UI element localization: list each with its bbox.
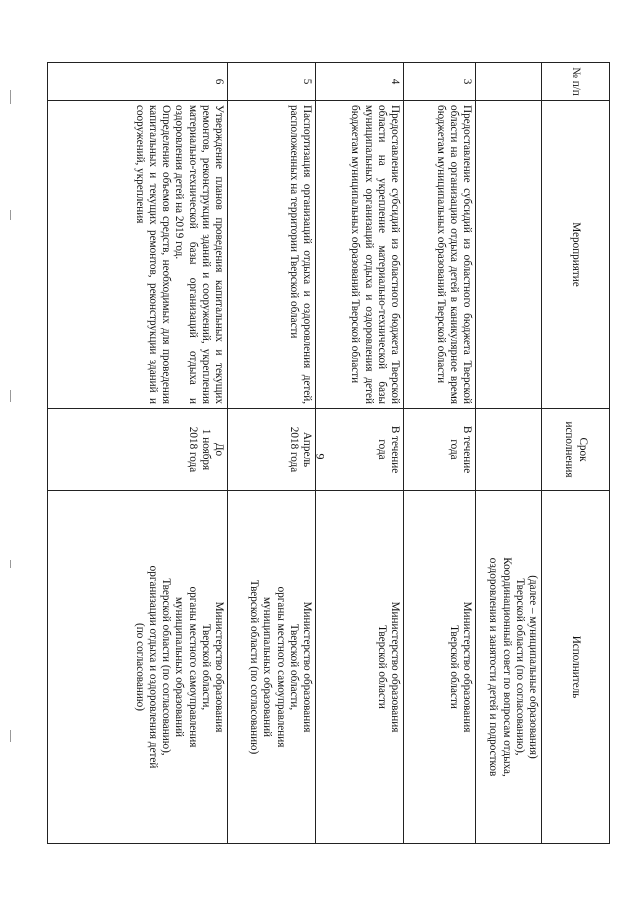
- executor-line: Министерство образования: [389, 601, 401, 733]
- event-paragraph: Предоставление субсидий из областного бюджета Тверской области на укрепление материально-технической базы муниципальных организаций отдыха и оздоровления детей бюджетам муниципальных образований Тверской области: [349, 105, 401, 404]
- executor-cell: [48, 491, 228, 844]
- page-number: 9: [313, 453, 328, 460]
- executor-line: Тверской области (по согласованию),: [160, 578, 173, 756]
- deadline-cell: [228, 409, 316, 491]
- event-paragraph: Паспортизация организаций отдыха и оздоровления детей, расположенных на территории Тверской области: [287, 105, 313, 404]
- scan-mark: [10, 390, 11, 402]
- row-number: 4: [316, 63, 404, 101]
- deadline-line: В течение: [389, 425, 401, 474]
- executor-line: Тверской области: [447, 625, 460, 709]
- header-executor: Исполнитель: [542, 491, 610, 844]
- event-cell: [316, 101, 404, 409]
- header-num: № п/п: [542, 63, 610, 101]
- scan-mark: [10, 210, 11, 220]
- deadline-line: года: [447, 439, 460, 460]
- executor-line: Тверской области: [375, 625, 388, 709]
- executor-cell: [316, 491, 404, 844]
- deadline-line: До: [213, 442, 225, 457]
- executor-line: оздоровления и занятости детей и подростков: [487, 557, 500, 777]
- deadline-line: 2018 года: [186, 426, 199, 473]
- deadline-line: 1 ноября: [199, 428, 212, 471]
- executor-line: Тверской области,: [287, 623, 300, 711]
- deadline-line: года: [375, 439, 388, 460]
- row-number: 3: [404, 63, 476, 101]
- event-cell: [48, 101, 228, 409]
- executor-line: муниципальных образований: [261, 596, 274, 738]
- executor-line: Министерство образования: [213, 601, 225, 733]
- table-row: [48, 63, 228, 844]
- deadline-line: 2018 года: [287, 426, 300, 473]
- executor-line: Тверской области,: [199, 623, 212, 711]
- row-number: 5: [228, 63, 316, 101]
- events-table: [47, 62, 610, 844]
- table-row: [404, 63, 476, 844]
- executor-cell: [476, 491, 542, 844]
- executor-cell: [228, 491, 316, 844]
- executor-line: Координационный совет по вопросам отдыха,: [500, 557, 513, 777]
- deadline-line: В течение: [461, 425, 473, 474]
- scan-mark: [10, 730, 11, 742]
- executor-line: Министерство образования: [301, 601, 313, 733]
- executor-line: Тверской области (по согласованию): [248, 579, 261, 755]
- event-cell: [476, 101, 542, 409]
- scan-mark: [10, 560, 11, 568]
- executor-line: организации отдыха и оздоровления детей: [146, 565, 159, 769]
- header-event: Мероприятие: [542, 101, 610, 409]
- event-cell: [404, 101, 476, 409]
- event-paragraph: Определение объемов средств, необходимых для проведения капитальных и текущих ремонтов, реконструкции зданий и сооружений, укрепления: [133, 105, 173, 404]
- header-deadline: Срок исполнения: [542, 409, 610, 491]
- event-paragraph: Утверждение планов проведения капитальных и текущих ремонтов, реконструкции зданий и сооружений, укрепления материально-технической базы организаций отдыха и оздоровления детей на 2019 год.: [173, 105, 225, 404]
- deadline-cell: [48, 409, 228, 491]
- table-row: [476, 63, 542, 844]
- deadline-line: Апрель: [301, 431, 313, 468]
- rotated-table-container: [98, 62, 610, 843]
- executor-line: (далее – муниципальные образования): [527, 575, 539, 759]
- executor-line: органы местного самоуправления: [274, 586, 287, 748]
- executor-line: (по согласованию): [133, 623, 146, 711]
- deadline-cell: [476, 409, 542, 491]
- deadline-cell: [316, 409, 404, 491]
- executor-line: муниципальных образований: [173, 596, 186, 738]
- deadline-cell: [404, 409, 476, 491]
- executor-line: Тверской области (по согласованию),: [513, 578, 526, 756]
- executor-line: органы местного самоуправления: [186, 586, 199, 748]
- executor-line: Министерство образования: [461, 601, 473, 733]
- table-body: [48, 63, 542, 844]
- event-cell: [228, 101, 316, 409]
- table-row: [316, 63, 404, 844]
- scan-mark: [10, 90, 11, 104]
- event-paragraph: Предоставление субсидий из областного бюджета Тверской области на организацию отдыха детей в каникулярное время бюджетам муниципальных образований Тверской области: [434, 105, 473, 404]
- executor-cell: [404, 491, 476, 844]
- row-number: [476, 63, 542, 101]
- scan-margin-marks: [6, 90, 16, 850]
- table-header-row: [542, 63, 610, 844]
- table-row: [228, 63, 316, 844]
- row-number: 6: [48, 63, 228, 101]
